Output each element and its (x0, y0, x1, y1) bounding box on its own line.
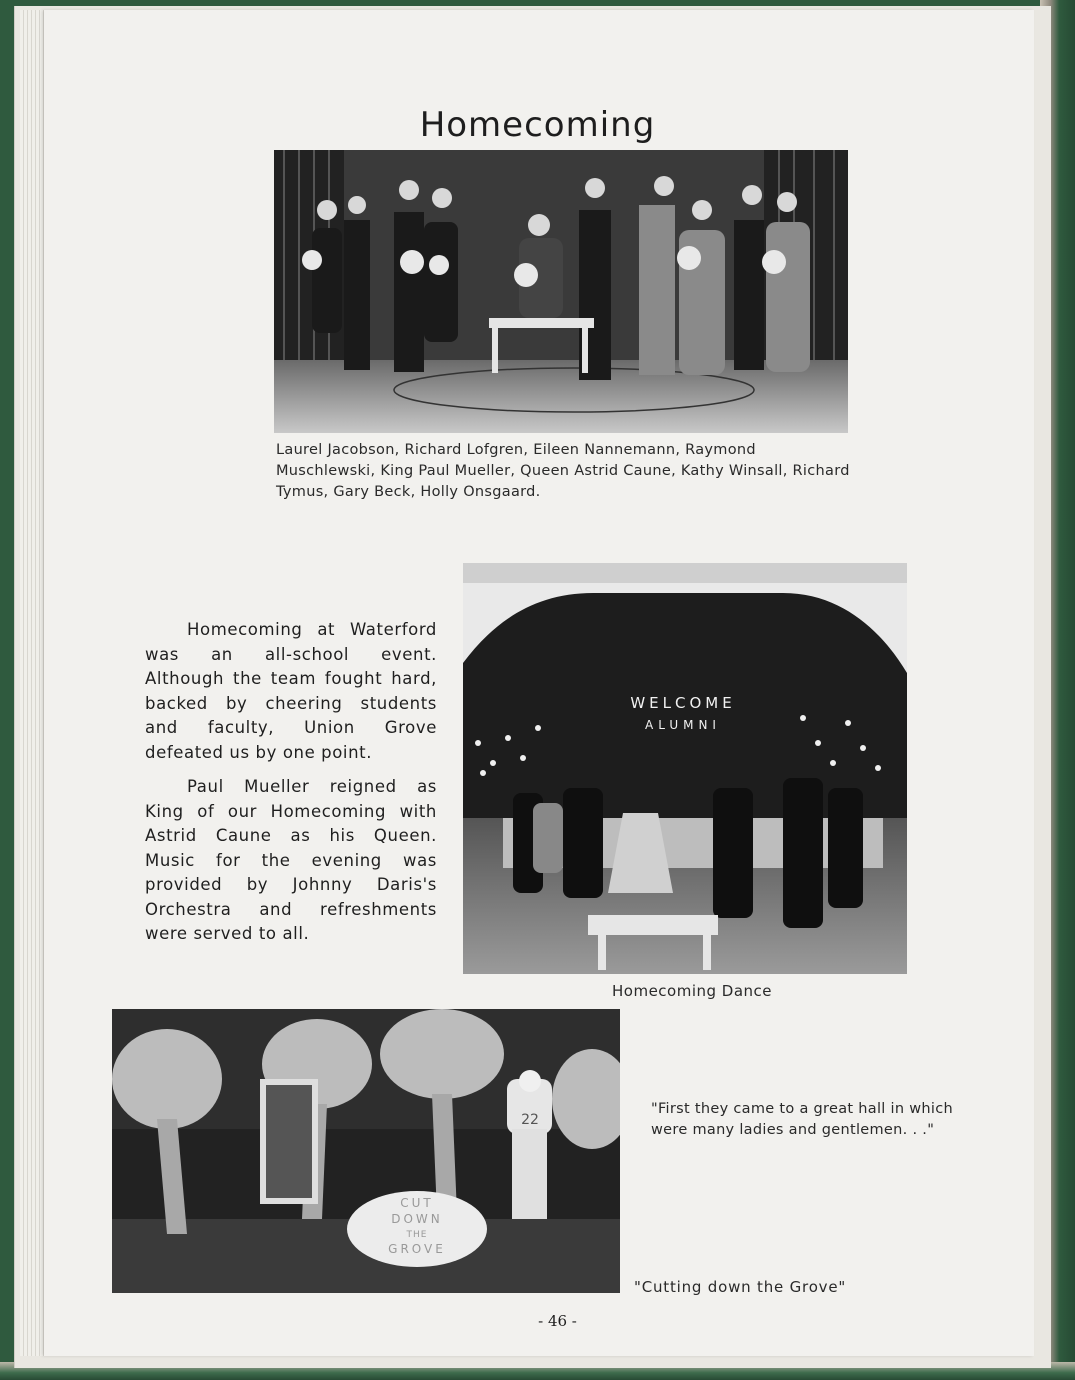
sign-cut-text: CUT (400, 1196, 434, 1210)
sign-the-text: THE (406, 1230, 428, 1240)
article-text (145, 618, 437, 957)
page-edges (20, 10, 44, 1356)
article-paragraph-1: Homecoming at Waterford was an all-school event. Although the team fought hard, backed by cheering students and faculty, Union Grove defeated us by one point. (145, 620, 437, 762)
sign-grove-text: GROVE (388, 1242, 446, 1256)
cutting-down-the-grove-photo (112, 1009, 620, 1293)
grove-quote: "First they came to a great hall in which were many ladies and gentlemen. . ." (651, 1101, 954, 1138)
court-photo-caption: Laurel Jacobson, Richard Lofgren, Eileen Nannemann, Raymond Muschlewski, King Paul Mueller, Queen Astrid Caune, Kathy Winsall, Richard Tymus, Gary Beck, Holly Onsgaard. (276, 442, 850, 500)
page-number: - 46 - (538, 1312, 577, 1330)
homecoming-dance-photo (463, 563, 907, 974)
sign-down-text: DOWN (391, 1212, 443, 1226)
homecoming-court-photo (274, 150, 848, 433)
jersey-number: 22 (521, 1112, 539, 1128)
banner-alumni-text: ALUMNI (645, 718, 721, 732)
page-title: Homecoming (419, 104, 656, 145)
dance-photo-caption: Homecoming Dance (612, 982, 773, 1000)
banner-welcome-text: WELCOME (630, 694, 736, 712)
article-paragraph-2: Paul Mueller reigned as King of our Homecoming with Astrid Caune as his Queen. Music for the evening was provided by Johnny Daris's Orchestra and refreshments were served to all. (145, 777, 437, 943)
grove-photo-caption: "Cutting down the Grove" (634, 1278, 847, 1296)
